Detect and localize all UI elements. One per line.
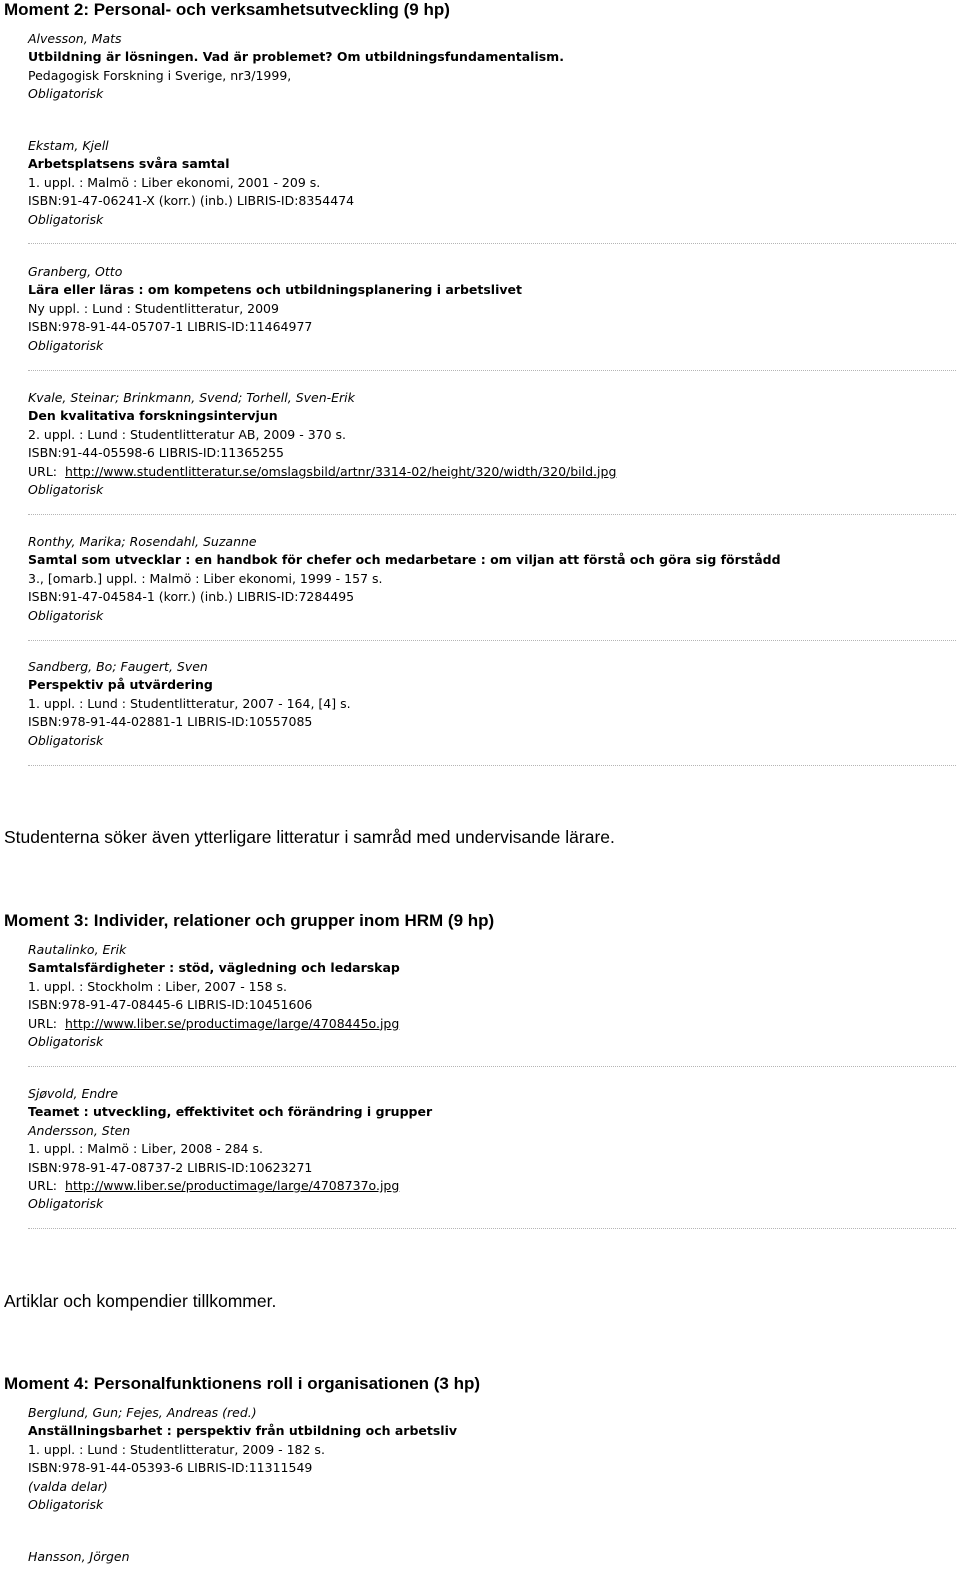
reference-extra: (valda delar) (28, 1478, 108, 1494)
reference-entry (0, 658, 960, 750)
section-title-moment2: Moment 2: Personal- och verksamhetsutveckling (9 hp) (4, 0, 450, 19)
reference-isbn: ISBN:978-91-44-05707-1 LIBRIS-ID:11464977 (28, 319, 313, 335)
reference-title: Samtal som utvecklar : en handbok för chefer och medarbetare : om viljan att förstå och göra sig förstådd (28, 552, 781, 568)
entry-divider (28, 514, 956, 515)
section-note: Artiklar och kompendier tillkommer. (4, 1291, 277, 1311)
entry-divider (28, 243, 956, 244)
reference-author: Berglund, Gun; Fejes, Andreas (red.) (28, 1405, 257, 1420)
reference-entry (0, 941, 960, 1051)
reference-url-row (28, 463, 960, 481)
reference-publication: 1. uppl. : Stockholm : Liber, 2007 - 158 s. (28, 978, 288, 994)
reference-entry (0, 533, 960, 625)
reference-title: Perspektiv på utvärdering (28, 677, 213, 693)
reference-url-link[interactable]: http://www.liber.se/productimage/large/4708445o.jpg (65, 1015, 400, 1031)
reference-author: Sjøvold, Endre (28, 1086, 119, 1101)
reference-title: Anställningsbarhet : perspektiv från utbildning och arbetsliv (28, 1423, 458, 1439)
reference-url-row (28, 1177, 960, 1195)
reference-isbn: ISBN:978-91-44-05393-6 LIBRIS-ID:11311549 (28, 1460, 313, 1476)
reference-status: Obligatorisk (28, 211, 104, 227)
entry-divider (28, 765, 956, 766)
reference-entry (0, 1548, 960, 1566)
reference-isbn: ISBN:91-47-06241-X (korr.) (inb.) LIBRIS-ID:8354474 (28, 193, 355, 209)
reference-status: Obligatorisk (28, 1497, 104, 1513)
reference-url-link[interactable]: http://www.liber.se/productimage/large/4708737o.jpg (65, 1178, 400, 1194)
reference-url-row (28, 1015, 960, 1033)
reference-status: Obligatorisk (28, 732, 104, 748)
url-label: URL: (28, 463, 58, 479)
reference-status: Obligatorisk (28, 482, 104, 498)
reference-publication: 1. uppl. : Malmö : Liber ekonomi, 2001 - 209 s. (28, 174, 321, 190)
reference-isbn: ISBN:91-47-04584-1 (korr.) (inb.) LIBRIS-ID:7284495 (28, 589, 355, 605)
reference-author: Ekstam, Kjell (28, 138, 109, 153)
reference-entry (0, 1404, 960, 1514)
entry-divider (28, 370, 956, 371)
reference-author: Alvesson, Mats (28, 31, 122, 46)
reference-publication: 2. uppl. : Lund : Studentlitteratur AB, 2009 - 370 s. (28, 426, 347, 442)
reference-author: Hansson, Jörgen (28, 1549, 130, 1564)
entry-divider (28, 640, 956, 641)
reference-isbn: ISBN:978-91-47-08445-6 LIBRIS-ID:10451606 (28, 997, 313, 1013)
reference-title: Arbetsplatsens svåra samtal (28, 156, 230, 172)
reference-publication: 1. uppl. : Lund : Studentlitteratur, 2009 - 182 s. (28, 1441, 325, 1457)
reference-author: Kvale, Steinar; Brinkmann, Svend; Torhell, Sven-Erik (28, 390, 355, 405)
reference-publication: Pedagogisk Forskning i Sverige, nr3/1999, (28, 67, 292, 83)
reference-publication: 1. uppl. : Lund : Studentlitteratur, 2007 - 164, [4] s. (28, 695, 351, 711)
section-note: Studenterna söker även ytterligare litteratur i samråd med undervisande lärare. (4, 827, 615, 847)
reference-isbn: ISBN:978-91-44-02881-1 LIBRIS-ID:10557085 (28, 714, 313, 730)
reference-author: Ronthy, Marika; Rosendahl, Suzanne (28, 534, 257, 549)
reference-publication: 3., [omarb.] uppl. : Malmö : Liber ekonomi, 1999 - 157 s. (28, 570, 383, 586)
reference-author: Sandberg, Bo; Faugert, Sven (28, 659, 208, 674)
reference-entry (0, 137, 960, 229)
reference-publication: Ny uppl. : Lund : Studentlitteratur, 2009 (28, 300, 279, 316)
section-title-moment3: Moment 3: Individer, relationer och grupper inom HRM (9 hp) (4, 911, 495, 930)
reference-status: Obligatorisk (28, 86, 104, 102)
reference-contributor: Andersson, Sten (28, 1122, 131, 1138)
reference-status: Obligatorisk (28, 1196, 104, 1212)
reference-isbn: ISBN:978-91-47-08737-2 LIBRIS-ID:10623271 (28, 1159, 313, 1175)
url-label: URL: (28, 1015, 58, 1031)
reference-status: Obligatorisk (28, 607, 104, 623)
reference-url-link[interactable]: http://www.studentlitteratur.se/omslagsbild/artnr/3314-02/height/320/width/320/bild.jpg (65, 463, 617, 479)
entry-divider (28, 1066, 956, 1067)
reference-title: Utbildning är lösningen. Vad är problemet? Om utbildningsfundamentalism. (28, 49, 564, 65)
reference-title: Teamet : utveckling, effektivitet och förändring i grupper (28, 1104, 433, 1120)
reference-status: Obligatorisk (28, 337, 104, 353)
reference-author: Rautalinko, Erik (28, 942, 127, 957)
reference-entry (0, 389, 960, 499)
reference-entry (0, 1085, 960, 1214)
reference-author: Granberg, Otto (28, 264, 123, 279)
reference-isbn: ISBN:91-44-05598-6 LIBRIS-ID:11365255 (28, 445, 284, 461)
reference-title: Lära eller läras : om kompetens och utbildningsplanering i arbetslivet (28, 282, 522, 298)
reference-title: Samtalsfärdigheter : stöd, vägledning och ledarskap (28, 960, 400, 976)
url-label: URL: (28, 1178, 58, 1194)
section-title-moment4: Moment 4: Personalfunktionens roll i organisationen (3 hp) (4, 1374, 481, 1393)
reference-entry (0, 30, 960, 104)
reference-title: Den kvalitativa forskningsintervjun (28, 408, 278, 424)
reference-status: Obligatorisk (28, 1034, 104, 1050)
reference-publication: 1. uppl. : Malmö : Liber, 2008 - 284 s. (28, 1141, 263, 1157)
reference-entry (0, 263, 960, 355)
entry-divider (28, 1228, 956, 1229)
